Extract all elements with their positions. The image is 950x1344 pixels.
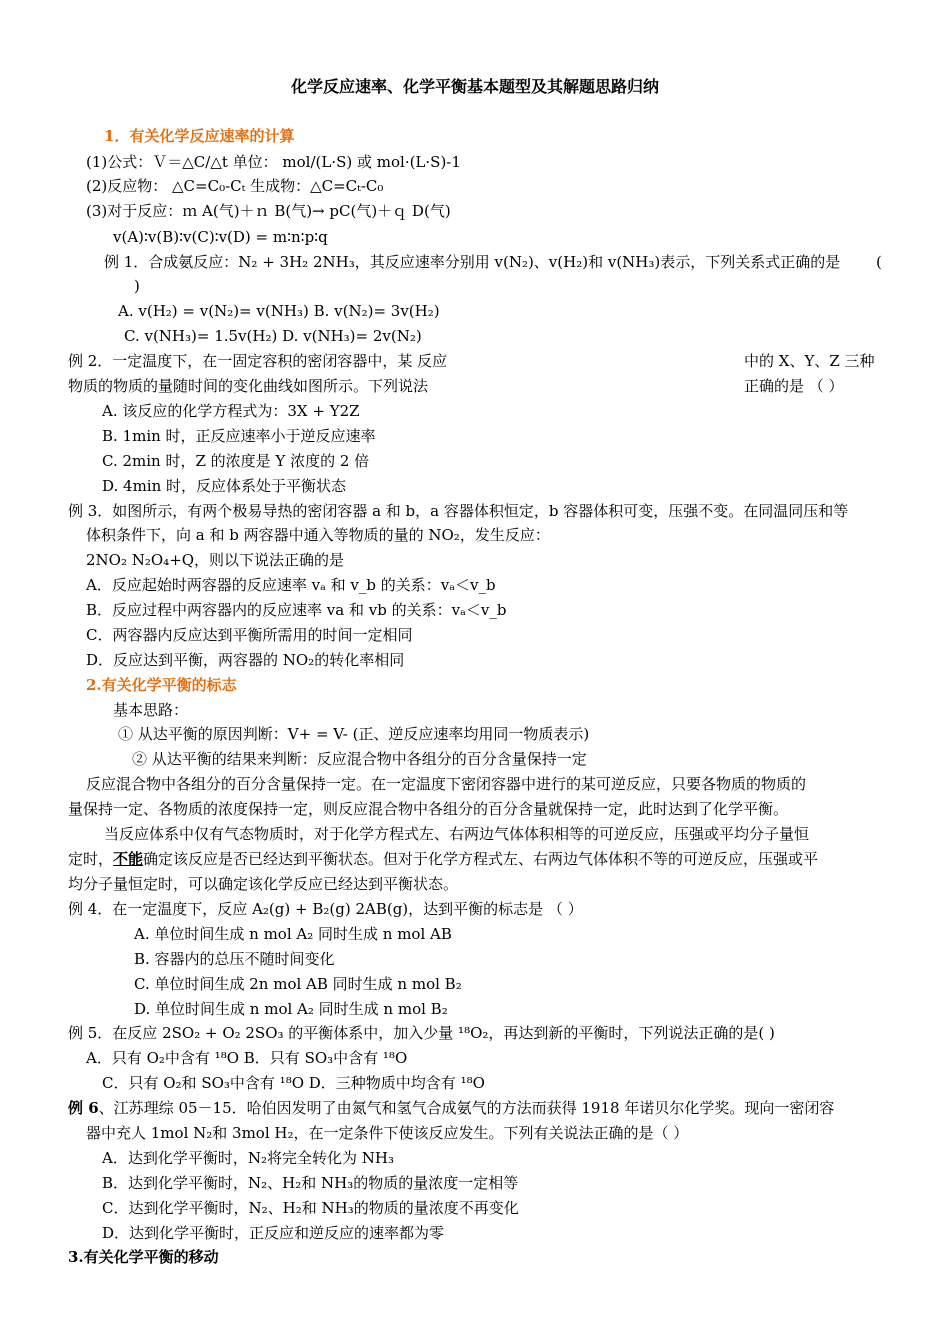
para2-line2 [68, 847, 818, 872]
ex3-line3: 2NO₂ N₂O₄+Q，则以下说法正确的是 [86, 551, 345, 569]
ex2-line1-right: 中的 X、Y、Z 三种 [744, 352, 875, 370]
section3-heading: 3.有关化学平衡的移动 [68, 1248, 219, 1266]
ex5-stem: 例 5．在反应 2SO₂ + O₂ 2SO₃ 的平衡体系中，加入少量 ¹⁸O₂，再达到新的平衡时，下列说法正确的是( ) [68, 1024, 775, 1042]
ex2-option-b: B. 1min 时，正反应速率小于逆反应速率 [102, 427, 376, 445]
rate-ratio: v(A)∶v(B)∶v(C)∶v(D) = m∶n∶p∶q [113, 228, 328, 246]
ex2-option-d: D. 4min 时，反应体系处于平衡状态 [102, 477, 347, 495]
para1-line2: 量保持一定、各物质的浓度保持一定，则反应混合物中各组分的百分含量就保持一定，此时达到了化学平衡。 [68, 800, 789, 818]
ex6-line1 [68, 1096, 834, 1121]
ex6-line1-text: 、江苏理综 05－15．哈伯因发明了由氮气和氢气合成氨气的方法而获得 1918 年诺贝尔化学奖。现向一密闭容 [98, 1099, 835, 1117]
ex2-option-c: C. 2min 时，Z 的浓度是 Y 浓度的 2 倍 [102, 452, 370, 470]
ex3-line1: 例 3．如图所示，有两个极易导热的密闭容器 a 和 b，a 容器体积恒定，b 容器体积可变，压强不变。在同温同压和等 [68, 502, 849, 520]
ex1-options-cd: C. v(NH₃)= 1.5v(H₂) D. v(NH₃)= 2v(N₂) [124, 327, 422, 345]
ex4-option-a: A. 单位时间生成 n mol A₂ 同时生成 n mol AB [134, 925, 452, 943]
ex1-paren-close: ) [134, 277, 140, 295]
emphasis-cannot: 不能 [113, 850, 144, 868]
ex6-option-b: B．达到化学平衡时，N₂、H₂和 NH₃的物质的量浓度一定相等 [102, 1174, 519, 1192]
ex3-option-a: A．反应起始时两容器的反应速率 vₐ 和 v_b 的关系：vₐ＜v_b [86, 576, 496, 594]
ex5-options-cd: C．只有 O₂和 SO₃中含有 ¹⁸O D．三种物质中均含有 ¹⁸O [102, 1074, 485, 1092]
basic-idea: 基本思路： [113, 701, 189, 719]
para2-line3: 均分子量恒定时，可以确定该化学反应已经达到平衡状态。 [68, 875, 459, 893]
ex4-option-c: C. 单位时间生成 2n mol AB 同时生成 n mol B₂ [134, 975, 462, 993]
idea-point-1: ① 从达平衡的原因判断：V+ = V- (正、逆反应速率均用同一物质表示) [118, 725, 590, 743]
ex2-option-a: A. 该反应的化学方程式为：3X + Y2Z [102, 402, 360, 420]
page-title: 化学反应速率、化学平衡基本题型及其解题思路归纳 [290, 77, 659, 96]
ex3-option-b: B．反应过程中两容器内的反应速率 va 和 vb 的关系：vₐ＜v_b [86, 601, 507, 619]
para1-line1: 反应混合物中各组分的百分含量保持一定。在一定温度下密闭容器中进行的某可逆反应，只要各物质的物质的 [86, 775, 807, 793]
ex4-option-d: D. 单位时间生成 n mol A₂ 同时生成 n mol B₂ [134, 1000, 448, 1018]
para2-line2-pre: 定时， [68, 850, 114, 868]
ex1-paren-open: ( [876, 253, 882, 271]
ex4-option-b: B. 容器内的总压不随时间变化 [134, 950, 335, 968]
section2-heading: 2.有关化学平衡的标志 [86, 676, 237, 694]
ex6-option-c: C．达到化学平衡时，N₂、H₂和 NH₃的物质的量浓度不再变化 [102, 1199, 519, 1217]
ex6-option-d: D．达到化学平衡时，正反应和逆反应的速率都为零 [102, 1224, 445, 1242]
reaction-formula: (3)对于反应：ｍ A(气)＋ｎ B(气)→ pC(气)＋ｑ D(气) [86, 202, 451, 220]
ex6-option-a: A．达到化学平衡时，N₂将完全转化为 NH₃ [102, 1149, 394, 1167]
para2-line1: 当反应体系中仅有气态物质时，对于化学方程式左、右两边气体体积相等的可逆反应，压强或平均分子量恒 [104, 825, 810, 843]
ex6-line2: 器中充人 1mol N₂和 3mol H₂，在一定条件下使该反应发生。下列有关说法正确的是（ ） [86, 1124, 689, 1142]
ex2-line2-left: 物质的物质的量随时间的变化曲线如图所示。下列说法 [68, 377, 429, 395]
ex3-line2: 体积条件下，向 a 和 b 两容器中通入等物质的量的 NO₂，发生反应： [86, 526, 550, 544]
ex1-stem: 例 1．合成氨反应：N₂ + 3H₂ 2NH₃，其反应速率分别用 v(N₂)、v(H₂)和 v(NH₃)表示，下列关系式正确的是 [104, 253, 841, 271]
idea-point-2: ② 从达平衡的结果来判断：反应混合物中各组分的百分含量保持一定 [132, 750, 587, 768]
reactant-formula: (2)反应物： △C=C₀-Cₜ 生成物：△C=Cₜ-C₀ [86, 177, 384, 195]
ex3-option-d: D．反应达到平衡，两容器的 NO₂的转化率相同 [86, 651, 405, 669]
ex5-options-ab: A．只有 O₂中含有 ¹⁸O B．只有 SO₃中含有 ¹⁸O [86, 1049, 408, 1067]
para2-line2-post: 确定该反应是否已经达到平衡状态。但对于化学方程式左、右两边气体体积不等的可逆反应，压强或平 [143, 850, 819, 868]
section1-heading: 1．有关化学反应速率的计算 [104, 127, 295, 145]
ex6-label: 例 6 [68, 1099, 99, 1117]
ex2-line1-left: 例 2．一定温度下，在一固定容积的密闭容器中，某 反应 [68, 352, 448, 370]
ex3-option-c: C．两容器内反应达到平衡所需用的时间一定相同 [86, 626, 413, 644]
ex1-options-ab: A. v(H₂) = v(N₂)= v(NH₃) B. v(N₂)= 3v(H₂) [118, 302, 440, 320]
ex2-line2-right: 正确的是 （ ） [744, 377, 844, 395]
ex4-stem: 例 4．在一定温度下，反应 A₂(g) + B₂(g) 2AB(g)，达到平衡的标志是 （ ） [68, 900, 583, 918]
rate-formula: (1)公式：Ｖ＝△C/△t 单位： mol/(L·S) 或 mol·(L·S)-1 [86, 153, 461, 171]
